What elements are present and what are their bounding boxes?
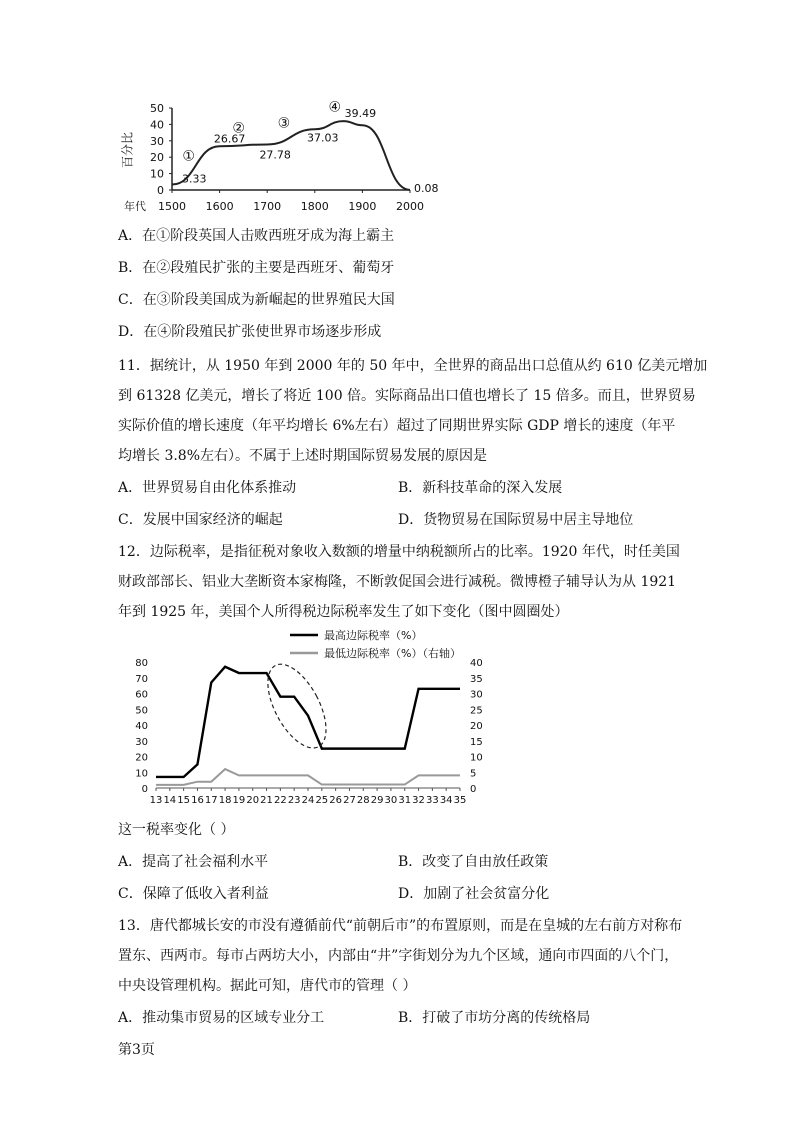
stage-marker: ② <box>232 120 245 137</box>
x-tick-label: 16 <box>191 795 204 806</box>
legend-label: 最低边际税率（%）（右轴） <box>324 647 461 660</box>
q11-stem-line-3: 实际价值的增长速度（年平均增长 6%左右）超过了同期世界实际 GDP 增长的速度（年平 <box>118 418 676 434</box>
left-y-tick-label: 80 <box>135 658 148 669</box>
right-y-tick-label: 0 <box>470 784 477 795</box>
left-y-tick-label: 70 <box>135 673 148 685</box>
q13-stem-line-2: 置东、西两市。每市占两坊大小，内部由“井”字街划分为九个区域，通向市四面的八个门， <box>118 948 679 964</box>
y-tick-label: 30 <box>150 134 164 148</box>
q11-stem-line-2: 到 61328 亿美元，增长了将近 100 倍。实际商品出口值也增长了 15 倍多。而且，世界贸易 <box>118 388 696 404</box>
x-tick-label: 13 <box>149 795 163 806</box>
x-tick-label: 33 <box>425 795 439 806</box>
y-tick-labels <box>150 102 164 197</box>
data-label: 37.03 <box>307 131 339 145</box>
x-tick-label: 1900 <box>348 200 377 213</box>
y-tick-label: 20 <box>150 151 164 165</box>
x-tick-label: 30 <box>384 795 398 806</box>
data-label: 27.78 <box>259 148 291 162</box>
left-y-tick-label: 40 <box>135 721 148 732</box>
right-y-tick-label: 5 <box>470 768 477 780</box>
data-label: 39.49 <box>344 107 377 121</box>
q13-option-b[interactable]: B．打破了市坊分离的传统格局 <box>398 1010 591 1026</box>
stage-marker: ③ <box>277 115 291 132</box>
x-tick-label: 20 <box>246 795 260 806</box>
x-tick-label: 23 <box>287 795 301 806</box>
q12-stem-line-2: 财政部部长、铝业大垄断资本家梅隆，不断敦促国会进行减税。微博橙子辅导认为从 1921 <box>118 574 677 590</box>
marginal-tax-rate-chart <box>118 628 498 808</box>
series-line <box>172 121 410 190</box>
y-tick-label: 50 <box>150 102 164 115</box>
x-tick-label: 17 <box>204 795 218 806</box>
q11-stem-line-1: 11．据统计，从 1950 年到 2000 年的 50 年中，全世界的商品出口总值从约 610 亿美元增加 <box>118 358 708 374</box>
q10-option-a[interactable]: A．在①阶段英国人击败西班牙成为海上霸主 <box>118 228 395 244</box>
data-label: 0.08 <box>414 181 438 195</box>
q11-stem-line-4: 均增长 3.8%左右）。不属于上述时期国际贸易发展的原因是 <box>118 448 488 464</box>
q10-option-c[interactable]: C．在③阶段美国成为新崛起的世界殖民大国 <box>118 292 395 308</box>
stage-marker: ① <box>182 148 195 165</box>
x-tick-label: 28 <box>356 795 370 806</box>
data-label: 3.33 <box>182 172 207 186</box>
q13-option-a[interactable]: A．推动集市贸易的区域专业分工 <box>118 1010 325 1026</box>
dashed-highlight-ellipse <box>256 655 338 757</box>
x-tick-label: 1700 <box>253 200 282 213</box>
q12-option-d[interactable]: D．加剧了社会贫富分化 <box>398 886 550 902</box>
colonial-share-chart <box>118 100 438 218</box>
right-y-tick-label: 40 <box>470 658 483 669</box>
x-tick-label: 22 <box>273 795 287 806</box>
x-tick-label: 15 <box>177 795 191 806</box>
left-y-tick-label: 60 <box>135 689 148 701</box>
right-y-tick-label: 15 <box>470 736 483 748</box>
x-tick-label: 1600 <box>205 200 234 213</box>
x-tick-label: 27 <box>343 795 356 806</box>
x-axis-title: 年代 <box>124 200 146 213</box>
left-y-tick-label: 0 <box>141 784 148 795</box>
x-tick-label: 24 <box>301 795 315 806</box>
x-tick-label: 21 <box>260 795 273 806</box>
series-line-lowest-rate <box>156 769 460 785</box>
x-tick-label: 1500 <box>158 200 186 213</box>
left-y-tick-label: 30 <box>135 736 148 748</box>
right-y-tick-label: 30 <box>470 689 483 701</box>
stage-marker: ④ <box>328 100 342 116</box>
y-tick-label: 0 <box>157 184 164 197</box>
chart-axes <box>156 788 460 791</box>
q10-option-d[interactable]: D．在④阶段殖民扩张使世界市场逐步形成 <box>118 324 382 340</box>
left-y-tick-label: 10 <box>135 768 148 780</box>
left-y-tick-label: 50 <box>135 705 148 717</box>
x-tick-label: 2000 <box>396 200 424 213</box>
x-tick-label: 34 <box>439 795 453 806</box>
y-axis-title <box>120 132 135 168</box>
q11-option-b[interactable]: B．新科技革命的深入发展 <box>398 480 563 496</box>
x-tick-labels <box>124 199 424 213</box>
left-y-tick-labels <box>135 658 148 795</box>
y-tick-label: 10 <box>150 167 164 181</box>
right-y-tick-label: 25 <box>470 705 483 717</box>
q11-option-c[interactable]: C．发展中国家经济的崛起 <box>118 512 283 528</box>
right-y-tick-label: 20 <box>470 721 483 732</box>
x-tick-label: 26 <box>329 795 343 806</box>
x-tick-label: 35 <box>453 795 467 806</box>
q13-stem-line-3: 中央设管理机构。据此可知，唐代市的管理（ ） <box>118 978 417 994</box>
q11-option-a[interactable]: A．世界贸易自由化体系推动 <box>118 480 297 496</box>
x-tick-label: 31 <box>398 795 412 806</box>
right-y-tick-label: 10 <box>470 752 483 764</box>
q13-stem-line-1: 13．唐代都城长安的市没有遵循前代“前朝后市”的布置原则，而是在皇城的左右前方对称布 <box>118 918 683 934</box>
q12-stem-line-3: 年到 1925 年，美国个人所得税边际税率发生了如下变化（图中圆圈处） <box>118 604 569 620</box>
y-tick-label: 40 <box>150 118 164 132</box>
q12-option-c[interactable]: C．保障了低收入者利益 <box>118 886 269 902</box>
left-y-tick-label: 20 <box>135 752 148 764</box>
x-tick-label: 18 <box>218 795 232 806</box>
x-tick-label: 25 <box>315 795 329 806</box>
x-tick-label: 14 <box>163 795 177 806</box>
q12-stem-line-1: 12．边际税率，是指征税对象收入数额的增量中纳税额所占的比率。1920 年代，时任美国 <box>118 544 680 560</box>
q12-question: 这一税率变化（ ） <box>118 822 235 838</box>
x-tick-label: 1800 <box>300 200 329 213</box>
x-tick-labels <box>150 795 467 806</box>
x-tick-label: 29 <box>370 795 384 806</box>
right-y-tick-label: 35 <box>470 673 483 685</box>
q11-option-d[interactable]: D．货物贸易在国际贸易中居主导地位 <box>398 512 634 528</box>
y-axis-title-text: 百分比 <box>120 131 135 169</box>
right-y-tick-labels <box>470 658 483 795</box>
q12-option-a[interactable]: A．提高了社会福利水平 <box>118 854 269 870</box>
page-number: 第3页 <box>118 1042 155 1058</box>
q12-option-b[interactable]: B．改变了自由放任政策 <box>398 854 549 870</box>
legend-label: 最高边际税率（%） <box>324 629 423 642</box>
data-label: 26.67 <box>213 132 246 146</box>
x-tick-label: 32 <box>412 795 425 806</box>
chart-legend <box>290 628 461 660</box>
data-labels <box>182 107 438 195</box>
q10-option-b[interactable]: B．在②段殖民扩张的主要是西班牙、葡萄牙 <box>118 260 395 276</box>
x-tick-label: 19 <box>232 795 246 806</box>
